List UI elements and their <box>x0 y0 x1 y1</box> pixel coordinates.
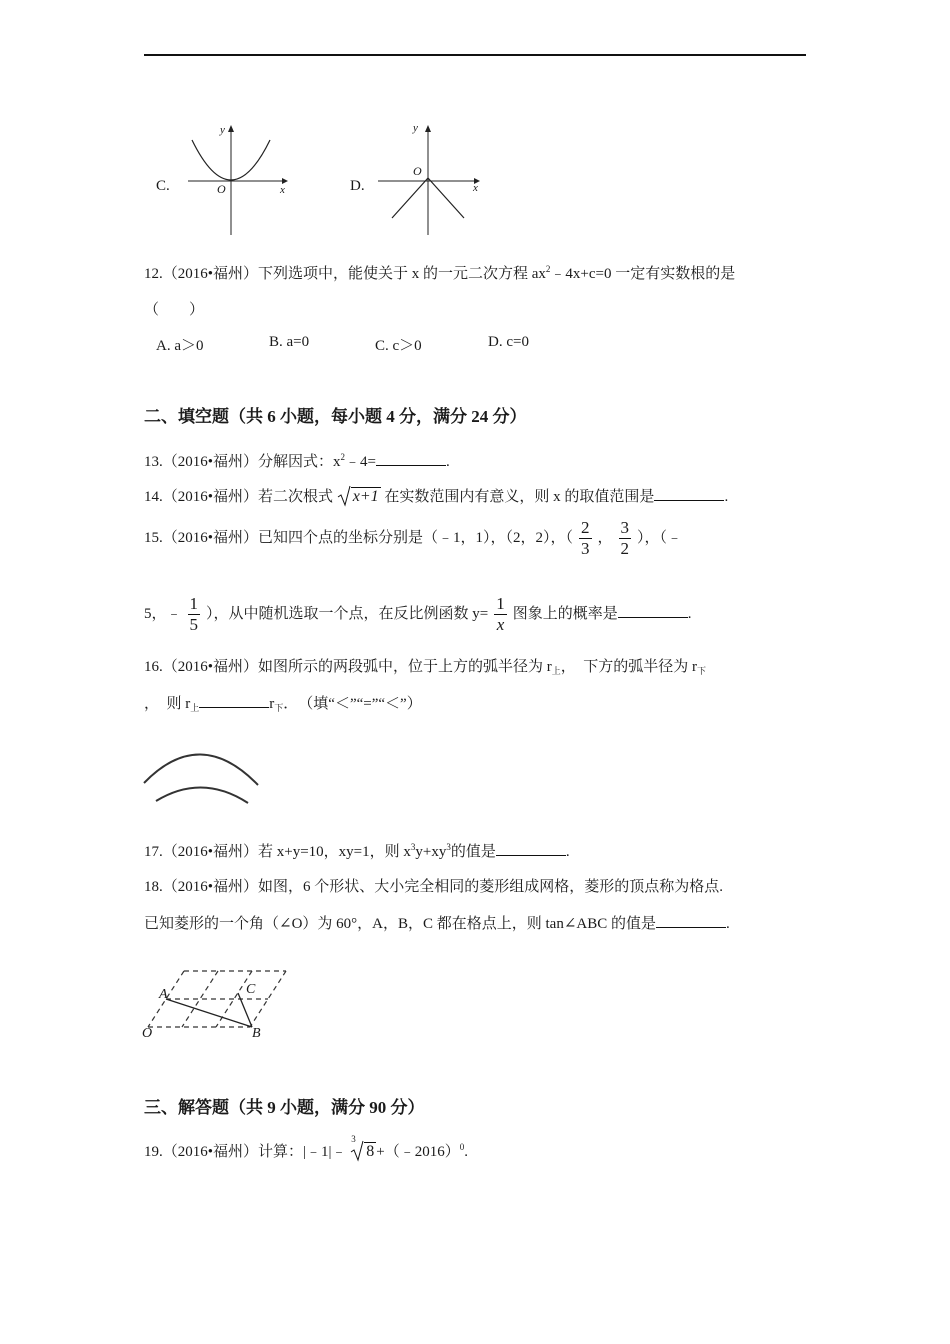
q15-f4-num: 1 <box>496 594 505 613</box>
q17-sup2: 3 <box>446 842 451 852</box>
q13-blank <box>376 464 446 466</box>
q12-text-b: ﹣4x+c=0 一定有实数根的是 <box>550 266 736 282</box>
q13-sup: 2 <box>340 452 346 462</box>
q18-label-o: O <box>142 1026 153 1041</box>
q18-text-a: 已知菱形的一个角（∠O）为 60°，A，B，C 都在格点上，则 tan∠ABC 的值是 <box>144 916 656 932</box>
q14 <box>144 485 728 506</box>
section-2-title: 二、填空题（共 6 小题，每小题 4 分，满分 24 分） <box>144 407 527 426</box>
q15-fraction-4 <box>494 594 507 635</box>
q13-end: . <box>445 454 450 470</box>
header-rule <box>144 54 806 56</box>
q15-text-e: 图象上的概率是 <box>512 605 618 622</box>
q16-line1 <box>144 655 706 676</box>
q19-cube-root <box>350 1134 376 1161</box>
q18-rhombus-grid-figure <box>140 965 295 1045</box>
graph-c-parabola <box>182 120 292 235</box>
q15-text-a: 15.（2016•福州）已知四个点的坐标分别是（﹣1，1），（2，2），（ <box>144 529 574 546</box>
graph-d-y-label: y <box>413 122 418 134</box>
q15-line2 <box>144 594 692 635</box>
q12-stem <box>144 262 735 283</box>
q17-blank <box>496 854 566 856</box>
q15-f1-den: 3 <box>581 539 590 558</box>
q14-sqrt <box>337 487 381 506</box>
graph-c-origin: O <box>217 182 226 196</box>
q19-text-b: +（﹣2016） <box>376 1144 460 1160</box>
option-c-label: C. <box>156 178 170 194</box>
q19-radicand: 8 <box>366 1143 375 1160</box>
q18-line1: 18.（2016•福州）如图，6 个形状、大小完全相同的菱形组成网格，菱形的顶点称为格点. <box>144 879 724 895</box>
graph-d-absolute-value <box>378 120 488 235</box>
graph-d-origin: O <box>413 164 422 178</box>
q14-radicand: x+1 <box>352 488 379 505</box>
q19-root-index: 3 <box>351 1134 356 1144</box>
q16-text-b: ， 下方的弧半径为 r <box>560 659 698 675</box>
q15-fraction-2 <box>619 518 632 559</box>
q15-comma: ， <box>597 529 613 546</box>
q15-text-d: ），从中随机选取一个点，在反比例函数 y= <box>206 605 489 622</box>
graph-c-y-label: y <box>220 124 225 136</box>
q18-label-c: C <box>246 982 256 997</box>
q16-text-e: ． （填“＜”“=”“＜”） <box>283 696 422 712</box>
q14-text-b: 在实数范围内有意义，则 x 的取值范围是 <box>384 489 655 505</box>
q18-label-a: A <box>159 987 168 1002</box>
q15-text-c: 5，﹣ <box>144 605 182 622</box>
q16-text-d: r <box>269 696 275 712</box>
q16-line2 <box>144 692 422 713</box>
q19-end: . <box>464 1144 468 1160</box>
q15-line1 <box>144 518 682 559</box>
q16-text-a: 16.（2016•福州）如图所示的两段弧中，位于上方的弧半径为 r <box>144 659 552 675</box>
q12-option-b: B. a=0 <box>269 334 310 350</box>
q16-sub-up-2: 上 <box>190 703 200 713</box>
q17-text-a: 17.（2016•福州）若 x+y=10，xy=1，则 x <box>144 844 411 860</box>
q15-f1-num: 2 <box>581 518 590 537</box>
q13-text-b: ﹣4= <box>345 454 376 470</box>
q14-end: . <box>724 489 729 505</box>
q19-text-a: 19.（2016•福州）计算：|﹣1|﹣ <box>144 1144 347 1160</box>
q12-option-d: D. c=0 <box>488 334 529 350</box>
q12-sup: 2 <box>545 264 551 274</box>
q12-text-a: 12.（2016•福州）下列选项中，能使关于 x 的一元二次方程 ax <box>144 266 546 282</box>
q16-two-arcs-figure <box>140 745 265 810</box>
q15-f3-num: 1 <box>189 594 199 613</box>
q15-end: . <box>687 605 692 622</box>
graph-d-x-label: x <box>473 182 478 194</box>
q14-blank <box>654 499 724 501</box>
q18-label-b: B <box>252 1026 261 1041</box>
q15-blank <box>618 616 688 618</box>
q17 <box>144 840 570 861</box>
q12-option-a: A. a＞0 <box>156 338 204 354</box>
q12-option-c: C. c＞0 <box>375 338 422 354</box>
q17-text-c: 的值是 <box>450 844 496 860</box>
graph-c-x-label: x <box>280 184 285 196</box>
q15-f2-den: 2 <box>620 539 630 558</box>
q13 <box>144 450 450 471</box>
q17-end: . <box>565 844 570 860</box>
q18-line2 <box>144 912 730 933</box>
q16-text-c: ， 则 r <box>144 696 191 712</box>
q17-sup1: 3 <box>410 842 416 852</box>
q12-paren: （ ） <box>144 302 205 318</box>
q18-end: . <box>725 916 730 932</box>
q16-blank <box>199 706 269 708</box>
section-3-title: 三、解答题（共 9 小题，满分 90 分） <box>144 1098 425 1117</box>
q16-sub-down: 下 <box>697 666 707 676</box>
q16-sub-up: 上 <box>551 666 561 676</box>
q18-blank <box>656 926 726 928</box>
q15-fraction-3 <box>188 594 201 635</box>
q15-text-b: ），（﹣ <box>637 529 683 546</box>
option-d-label: D. <box>350 178 365 194</box>
q14-text-a: 14.（2016•福州）若二次根式 <box>144 489 334 505</box>
q16-sub-down-2: 下 <box>274 703 284 713</box>
q15-fraction-1 <box>579 518 592 559</box>
q17-text-b: y+xy <box>415 844 447 860</box>
q15-f2-num: 3 <box>620 518 630 537</box>
q19-sup: 0 <box>459 1142 465 1152</box>
q19 <box>144 1134 468 1161</box>
q15-f3-den: 5 <box>189 615 199 634</box>
q15-f4-den: x <box>494 614 507 635</box>
q13-text-a: 13.（2016•福州）分解因式：x <box>144 454 341 470</box>
